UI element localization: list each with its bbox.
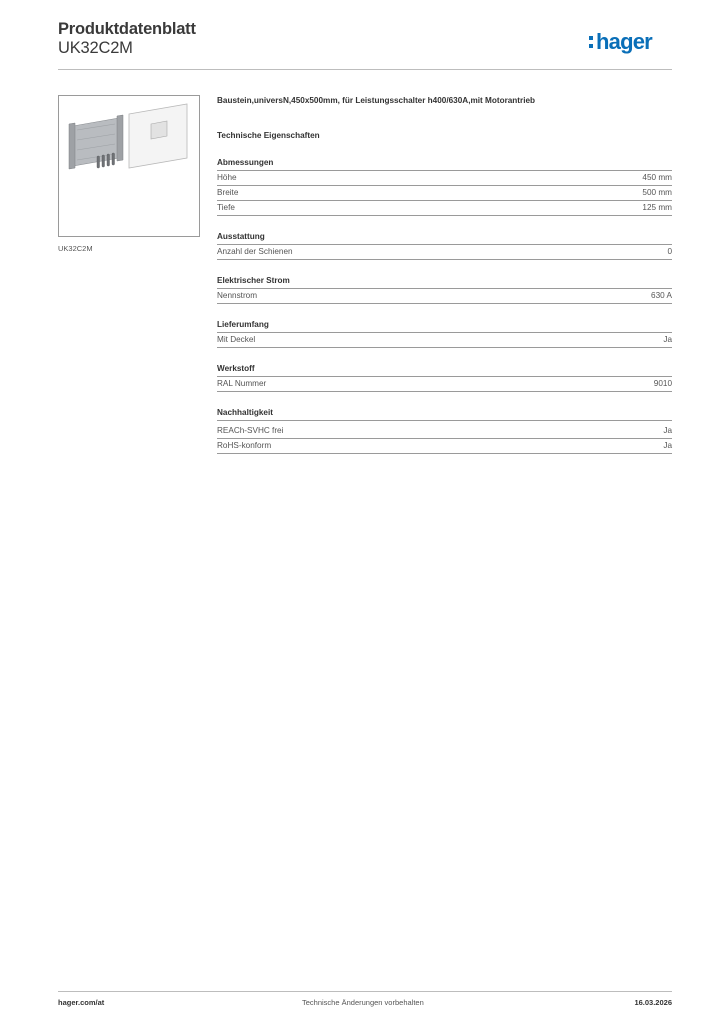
svg-text:hager: hager [596, 29, 652, 54]
property-value: Ja [663, 426, 672, 435]
property-label: Höhe [217, 173, 237, 182]
section-title: Elektrischer Strom [217, 275, 672, 289]
property-value: Ja [663, 335, 672, 344]
section-material [217, 363, 672, 392]
property-row [217, 171, 672, 186]
hager-logo [588, 27, 672, 55]
footer-notice: Technische Änderungen vorbehalten [302, 998, 424, 1007]
property-label: RAL Nummer [217, 379, 267, 388]
section-title: Werkstoff [217, 363, 672, 377]
footer-date: 16.03.2026 [634, 998, 672, 1007]
product-image [58, 95, 200, 237]
property-row [217, 245, 672, 260]
property-label: Nennstrom [217, 291, 258, 300]
property-row [217, 439, 672, 454]
section-title: Nachhaltigkeit [217, 407, 672, 421]
product-details [217, 96, 672, 454]
property-label: RoHS-konform [217, 441, 272, 450]
property-label: Anzahl der Schienen [217, 247, 293, 256]
section-title: Abmessungen [217, 157, 672, 171]
footer-website-link[interactable]: hager.com/at [58, 998, 105, 1007]
header-divider [58, 69, 672, 70]
property-value: 500 mm [642, 188, 672, 197]
property-value: 0 [667, 247, 672, 256]
property-value: Ja [663, 441, 672, 450]
property-row [217, 333, 672, 348]
page-header [58, 20, 672, 70]
tech-properties-heading: Technische Eigenschaften [217, 131, 320, 140]
section-title: Ausstattung [217, 231, 672, 245]
section-sustainability [217, 407, 672, 454]
page-title: Produktdatenblatt [58, 20, 196, 38]
section-title: Lieferumfang [217, 319, 672, 333]
section-dimensions [217, 157, 672, 216]
property-row [217, 289, 672, 304]
property-label: Breite [217, 188, 239, 197]
property-label: Tiefe [217, 203, 235, 212]
property-value: 125 mm [642, 203, 672, 212]
product-description: Baustein,universN,450x500mm, für Leistungsschalter h400/630A,mit Motorantrieb [217, 96, 536, 105]
section-electrical [217, 275, 672, 304]
section-equipment [217, 231, 672, 260]
property-label: Mit Deckel [217, 335, 256, 344]
property-label: REACh-SVHC frei [217, 426, 284, 435]
property-row [217, 424, 672, 439]
product-code: UK32C2M [58, 39, 133, 57]
property-row [217, 186, 672, 201]
property-value: 9010 [653, 379, 672, 388]
property-row [217, 377, 672, 392]
property-value: 630 A [651, 291, 672, 300]
property-row [217, 201, 672, 216]
footer-divider [58, 991, 672, 992]
property-value: 450 mm [642, 173, 672, 182]
image-caption: UK32C2M [58, 244, 93, 253]
section-scope-of-delivery [217, 319, 672, 348]
